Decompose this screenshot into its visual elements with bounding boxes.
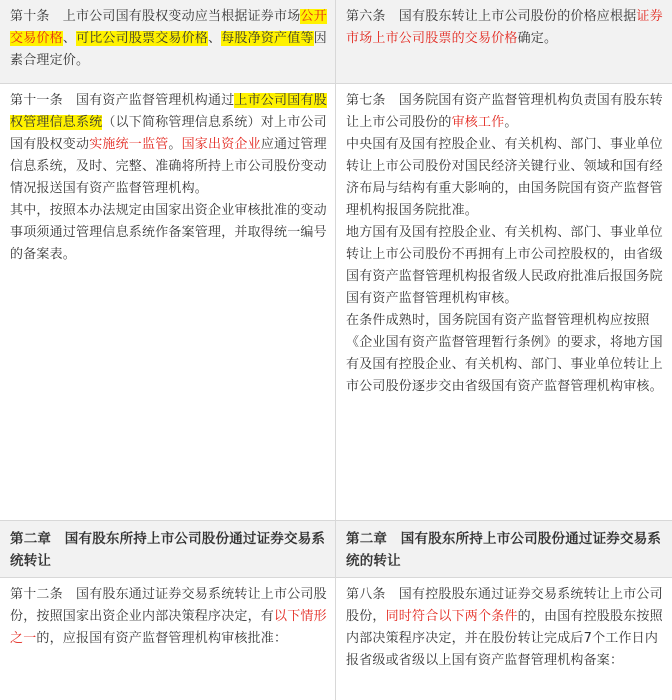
article-7-para-4: 在条件成熟时，国务院国有资产监督管理机构应按照《企业国有资产监督管理暂行条例》的要求，将地方国有及国有控股企业、有关机构、部门、事业单位转让上市公司股份逐步交由省级国有资产监督管理机构审核。	[346, 313, 663, 394]
article-8-cell	[336, 578, 672, 700]
article-10-tail: 因素合理定价。	[10, 31, 327, 68]
separator: 。	[504, 115, 518, 130]
article-12-text	[10, 584, 328, 650]
article-12-cell	[0, 578, 336, 700]
article-8-text	[346, 584, 664, 672]
chapter-2-title-right: 第二章 国有股东所持上市公司股份通过证券交易系统的转让	[346, 531, 662, 569]
article-7-cell	[336, 84, 672, 520]
article-6-lead: 第六条 国有股东转让上市公司股份的价格应根据	[346, 9, 637, 24]
separator: 、	[208, 31, 222, 46]
article-8-lead: 第八条 国有控股股东通过证券交易系统转让上市公司股份，	[346, 587, 663, 624]
article-12-lead: 第十二条 国有股东通过证券交易系统转让上市公司股份，按照国家出资企业内部决策程序决定，有	[10, 587, 327, 624]
article-7-lead: 第七条 国务院国有资产监督管理机构负责国有股东转让上市公司股份的	[346, 93, 663, 130]
separator: 。	[168, 137, 182, 152]
red-state-funded-enterprise: 国家出资企业	[181, 137, 261, 152]
article-10-lead: 第十条 上市公司国有股权变动应当根据证券市场	[10, 9, 301, 24]
chapter-2-heading-right	[336, 521, 672, 577]
row-divider	[0, 577, 672, 578]
red-review-work: 审核工作	[451, 115, 505, 130]
red-unified-supervision: 实施统一监管	[89, 137, 169, 152]
highlight-net-asset-value: 每股净资产值等	[221, 31, 314, 46]
highlight-public-trading-price: 公开交易价格	[10, 9, 327, 46]
article-10-text	[10, 6, 328, 72]
article-6-text	[346, 6, 664, 50]
article-7-para-3: 地方国有及国有控股企业、有关机构、部门、事业单位转让上市公司股份不再拥有上市公司控股权的，由省级国有资产监督管理机构报省级人民政府批准后报国务院国有资产监督管理机构审核。	[346, 225, 663, 306]
article-6-cell	[336, 0, 672, 83]
article-7-para-1	[346, 90, 664, 134]
highlight-management-system: 上市公司国有股权管理信息系统	[10, 93, 327, 130]
article-11-lead: 第十一条 国有资产监督管理机构通过	[10, 93, 235, 108]
article-11-para-1	[10, 90, 328, 200]
article-8-tail: 的，由国有控股股东按照内部决策程序决定，并在股份转让完成后7个工作日内报省级或省级以上国有资产监督管理机构备案：	[346, 609, 663, 668]
article-11-para-2: 其中，按照本办法规定由国家出资企业审核批准的变动事项须通过管理信息系统作备案管理，并取得统一编号的备案表。	[10, 203, 327, 262]
column-divider	[335, 0, 336, 700]
article-11-tail: 应通过管理信息系统，及时、完整、准确将所持上市公司股份变动情况报送国有资产监督管理机构。	[10, 137, 327, 196]
article-11-cell	[0, 84, 336, 520]
article-10-cell	[0, 0, 336, 83]
article-6-tail: 确定。	[517, 31, 558, 46]
chapter-2-heading-left	[0, 521, 336, 577]
article-12-tail: 的，应报国有资产监督管理机构审核批准：	[36, 631, 288, 646]
chapter-2-title-left: 第二章 国有股东所持上市公司股份通过证券交易系统转让	[10, 531, 326, 569]
article-11-mid: （以下简称管理信息系统）对上市公司国有股权变动	[10, 115, 327, 152]
article-7-para-2: 中央国有及国有控股企业、有关机构、部门、事业单位转让上市公司股份对国民经济关键行业、领域和国有经济布局与结构有重大影响的，由国务院国有资产监督管理机构报国务院批准。	[346, 137, 663, 218]
separator: 、	[62, 31, 77, 46]
row-divider	[0, 83, 672, 84]
red-market-price: 证券市场上市公司股票的交易价格	[346, 9, 663, 46]
red-two-conditions: 同时符合以下两个条件	[385, 609, 518, 624]
row-divider	[0, 520, 672, 521]
red-one-of-conditions: 以下情形之一	[10, 609, 327, 646]
highlight-comparable-price: 可比公司股票交易价格	[76, 31, 209, 46]
